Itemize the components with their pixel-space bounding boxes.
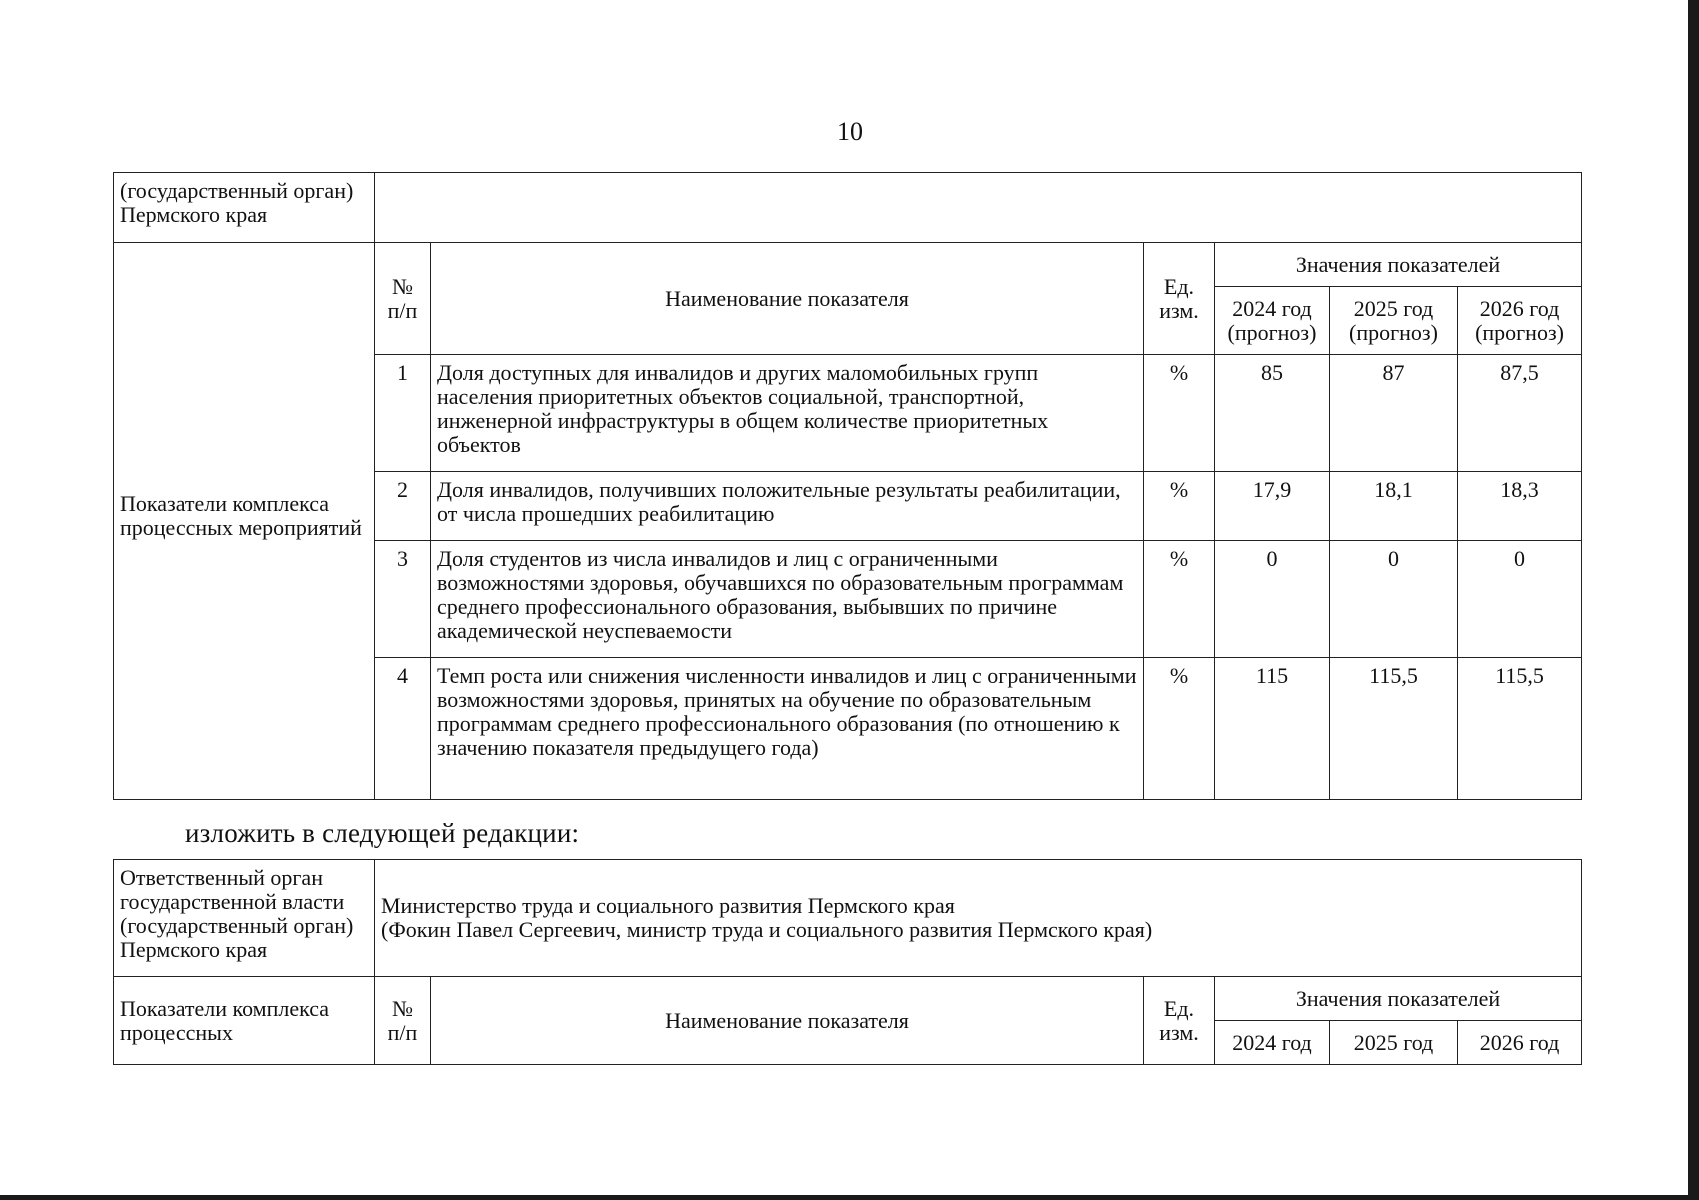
value-2026: 0 [1458, 541, 1582, 658]
row-group-label: Показатели комплекса процессных мероприятий [120, 491, 362, 540]
page-number: 10 [837, 117, 863, 146]
unit-value: % [1144, 472, 1215, 541]
year-2026-header: 2026 год (прогноз) [1458, 287, 1582, 355]
year-2025-header: 2025 год (прогноз) [1330, 287, 1458, 355]
value-2024: 0 [1215, 541, 1330, 658]
value-2025: 18,1 [1330, 472, 1458, 541]
org-label: (государственный орган) Пермского края [120, 178, 354, 227]
row-group-label: Показатели комплекса процессных [120, 995, 330, 1045]
value-2024: 115 [1215, 658, 1330, 800]
year-2024-header: 2024 год [1215, 1021, 1330, 1065]
name-header: Наименование показателя [431, 243, 1144, 355]
unit-header: Ед. изм. [1144, 977, 1215, 1065]
indicator-name: Доля доступных для инвалидов и других маломобильных групп населения приоритетных объектов социальной, транспортной, инженерной инфраструктуры в общем количестве приоритетных объектов [431, 355, 1144, 472]
unit-value: % [1144, 541, 1215, 658]
year-2024-header: 2024 год (прогноз) [1215, 287, 1330, 355]
year-2026-header: 2026 год [1458, 1021, 1582, 1065]
row-number: 1 [375, 355, 431, 472]
org-value-cell [375, 860, 1582, 977]
scan-edge-right [1688, 0, 1699, 1200]
org-value-cell [375, 173, 1582, 243]
row-group-label-cell [114, 977, 375, 1065]
value-2024: 85 [1215, 355, 1330, 472]
value-2026: 115,5 [1458, 658, 1582, 800]
row-group-label-cell [114, 243, 375, 800]
value-2025: 0 [1330, 541, 1458, 658]
row-number: 2 [375, 472, 431, 541]
indicator-name: Доля студентов из числа инвалидов и лиц с ограниченными возможностями здоровья, обучавшихся по образовательным программам среднего профессионального образования, выбывших по причине академической неуспеваемости [431, 541, 1144, 658]
year-2025-header: 2025 год [1330, 1021, 1458, 1065]
name-header: Наименование показателя [431, 977, 1144, 1065]
org-label-cell [114, 173, 375, 243]
unit-value: % [1144, 355, 1215, 472]
num-header: № п/п [375, 977, 431, 1065]
unit-value: % [1144, 658, 1215, 800]
scan-edge-bottom [0, 1195, 1699, 1200]
value-2024: 17,9 [1215, 472, 1330, 541]
row-number: 4 [375, 658, 431, 800]
indicators-table-new [113, 859, 1582, 1065]
value-2025: 87 [1330, 355, 1458, 472]
values-title: Значения показателей [1215, 977, 1582, 1021]
indicator-name: Темп роста или снижения численности инвалидов и лиц с ограниченными возможностями здоровья, принятых на обучение по образовательным программам среднего профессионального образования (по отношению к значению показателя предыдущего года) [431, 658, 1144, 800]
instruction-text: изложить в следующей редакции: [185, 818, 580, 848]
value-2026: 18,3 [1458, 472, 1582, 541]
org-label-cell [114, 860, 375, 977]
num-header: № п/п [375, 243, 431, 355]
org-value: Министерство труда и социального развития Пермского края (Фокин Павел Сергеевич, министр труда и социального развития Пермского края) [381, 893, 1153, 942]
unit-header: Ед. изм. [1144, 243, 1215, 355]
indicator-name: Доля инвалидов, получивших положительные результаты реабилитации, от числа прошедших реабилитацию [431, 472, 1144, 541]
value-2026: 87,5 [1458, 355, 1582, 472]
value-2025: 115,5 [1330, 658, 1458, 800]
values-title: Значения показателей [1215, 243, 1582, 287]
indicators-table-old [113, 172, 1582, 800]
org-label: Ответственный орган государственной власти (государственный орган) Пермского края [120, 865, 354, 962]
row-number: 3 [375, 541, 431, 658]
